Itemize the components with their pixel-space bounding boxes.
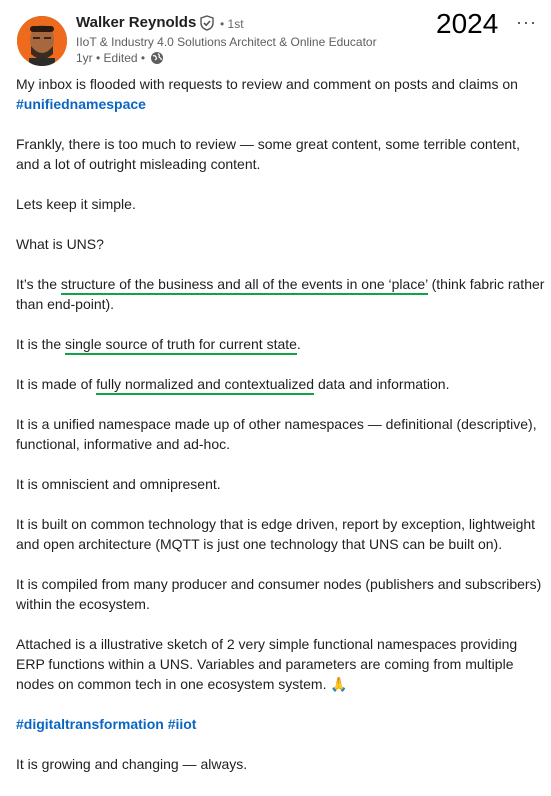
avatar-portrait [17,16,67,66]
underlined-phrase-truth: single source of truth for current state [65,336,297,355]
verified-shield-icon [199,15,215,31]
post-paragraph-5: It’s the structure of the business and all of the events in one ‘place’ (think fabric rather than end-point). [16,276,545,312]
post-body [16,74,546,794]
post-paragraph-3: Lets keep it simple. [16,196,136,212]
post-paragraph-4: What is UNS? [16,236,104,252]
post-paragraph-14: It is growing and changing — always. [16,756,248,772]
post-paragraph-7: It is made of fully normalized and contextualized data and information. [16,374,546,394]
year-overlay: 2024 [436,8,499,39]
post-paragraph-10: It is built on common technology that is edge driven, report by exception, lightweight and open architecture (MQTT is just one technology that UNS can be built on). [16,516,536,552]
more-options-icon[interactable]: ··· [516,12,537,32]
hashtag-unifiednamespace[interactable]: #unifiednamespace [16,96,146,112]
underlined-phrase-normalized: fully normalized and contextualized [96,376,314,395]
post-paragraph-8: It is a unified namespace made up of other namespaces — definitional (descriptive), functional, informative and ad-hoc. [16,416,537,452]
connection-degree: • 1st [220,17,244,31]
post-paragraph-6: It is the single source of truth for current state. [16,334,546,354]
post-paragraph-12: Attached is a illustrative sketch of 2 very simple functional namespaces providing ERP functions within a UNS. Variables and parameters are coming from multiple nodes on common tech in one ecosystem system. 🙏 [16,636,518,692]
post-meta: 1yr • Edited • [76,51,146,65]
author-avatar[interactable] [17,16,67,66]
post-header [0,0,551,70]
hashtag-iiot[interactable]: #iiot [167,716,197,732]
globe-icon [150,51,164,65]
post-paragraph-1: My inbox is flooded with requests to review and comment on posts and claims on #unifiednamespace [16,76,518,112]
post-paragraph-11: It is compiled from many producer and consumer nodes (publishers and subscribers) within the ecosystem. [16,576,542,612]
post-paragraph-13 [16,714,546,734]
underlined-phrase-structure: structure of the business and all of the events in one ‘place’ [61,276,428,295]
hashtag-digitaltransformation[interactable]: #digitaltransformation [16,716,164,732]
author-headline: IIoT & Industry 4.0 Solutions Architect & Online Educator [76,35,377,49]
author-name[interactable]: Walker Reynolds [76,14,197,31]
post-paragraph-2: Frankly, there is too much to review — some great content, some terrible content, and a lot of outright misleading content. [16,136,520,172]
post-paragraph-9: It is omniscient and omnipresent. [16,476,221,492]
